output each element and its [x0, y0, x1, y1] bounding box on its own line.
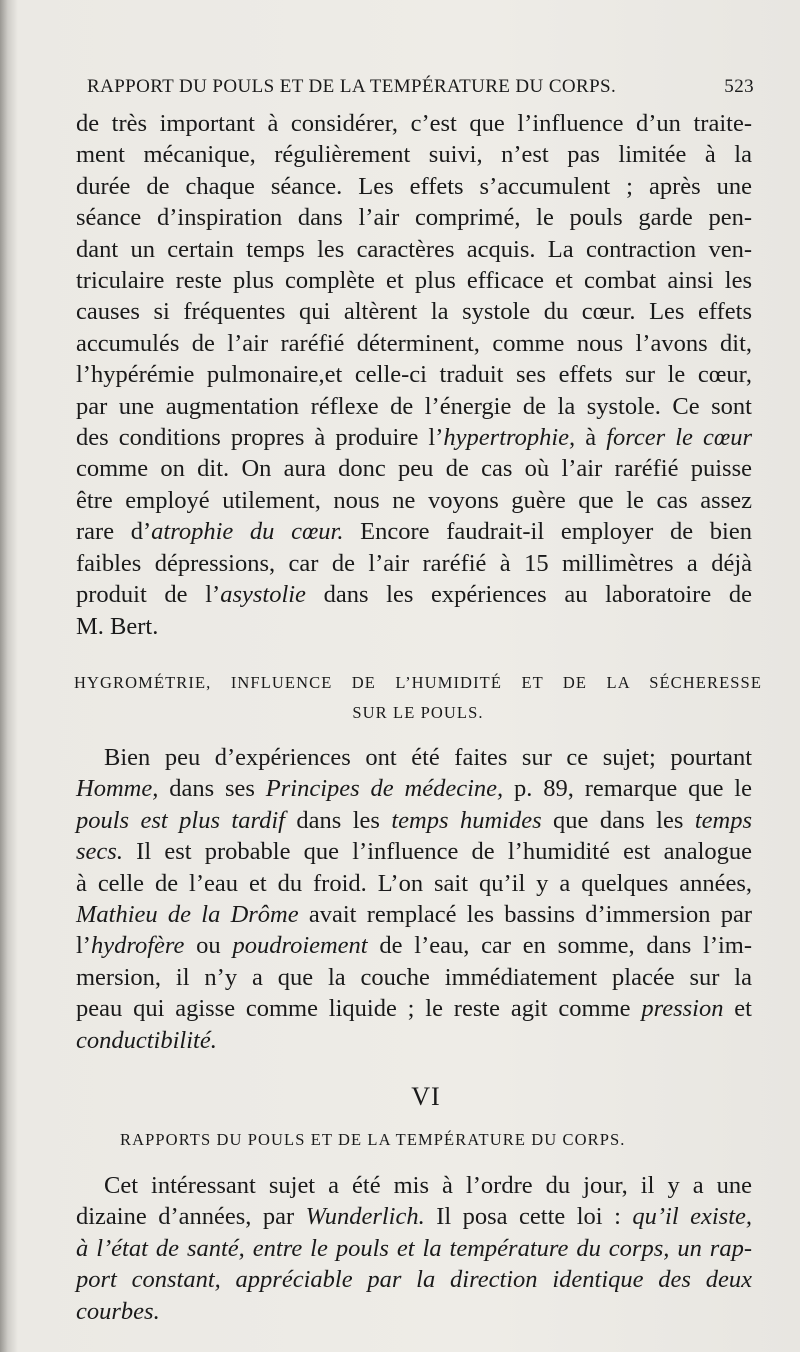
italic-text: Wunderlich. [305, 1203, 425, 1231]
roman-text: avait remplacé les bassins d’immersion par [298, 900, 752, 928]
section-heading-hygrometrie [74, 673, 762, 723]
roman-text: dans les expériences au laboratoire de [305, 581, 752, 609]
text-line [76, 1296, 752, 1327]
text-line: accumulés de l’air raréfié déterminent, comme nous l’avons dit, [76, 329, 752, 357]
italic-text: poudroiement [232, 932, 368, 960]
text-line [76, 579, 752, 610]
text-line [76, 1264, 752, 1295]
roman-text: produit de l’ [76, 581, 221, 609]
roman-text: l’ [76, 932, 91, 960]
text-line: M. Bert. [76, 612, 159, 640]
text-line [76, 993, 752, 1024]
roman-text: peau qui agisse comme liquide ; le reste agit comme [76, 995, 642, 1023]
text-line: Bien peu d’expériences ont été faites sur ce sujet; pourtant [104, 743, 752, 771]
italic-text: courbes. [76, 1297, 160, 1325]
italic-text: secs. [76, 838, 123, 866]
paragraph-3 [76, 1170, 752, 1327]
text-line [76, 1025, 752, 1056]
section-number: VI [411, 1081, 441, 1111]
text-line [76, 805, 752, 836]
running-head [76, 76, 752, 106]
section-heading-rapports [76, 1130, 752, 1150]
italic-text: Principes de médecine, [265, 775, 504, 803]
paragraph-2 [76, 742, 752, 1056]
text-line: être employé utilement, nous ne voyons guère que le cas assez [76, 486, 752, 514]
italic-text: Homme, [76, 775, 159, 803]
heading-line: RAPPORTS DU POULS ET DE LA TEMPÉRATURE DU CORPS. [120, 1129, 626, 1149]
italic-text: temps [694, 806, 752, 834]
text-line [76, 516, 752, 547]
text-line [76, 422, 752, 453]
heading-line-1: HYGROMÉTRIE, INFLUENCE DE L’HUMIDITÉ ET DE LA SÉCHERESSE [74, 672, 762, 692]
roman-text: dizaine d’années, par [76, 1203, 306, 1231]
text-line: de très important à considérer, c’est que l’influence d’un traite- [76, 110, 752, 137]
roman-text: Il est probable que l’influence de l’humidité est analogue [122, 838, 752, 866]
text-line: triculaire reste plus complète et plus efficace et combat ainsi les [76, 267, 752, 295]
text-line [76, 930, 752, 961]
roman-text: de l’eau, car en somme, dans l’im- [367, 932, 752, 960]
italic-text: conductibilité. [76, 1026, 217, 1054]
text-line: ment mécanique, régulièrement suivi, n’est pas limitée à la [76, 141, 752, 169]
italic-text: asystolie [220, 581, 306, 609]
text-line: l’hypérémie pulmonaire,et celle-ci traduit ses effets sur le cœur, [76, 361, 752, 389]
roman-text: ou [184, 932, 233, 960]
italic-text: pression [641, 995, 724, 1023]
italic-text: hypertrophie, [443, 424, 576, 452]
italic-text: Mathieu de la Drôme [76, 900, 299, 928]
italic-text: qu’il existe, [632, 1203, 752, 1231]
text-line [76, 773, 752, 804]
page-number: 523 [724, 76, 754, 97]
roman-text: rare d’ [76, 518, 152, 546]
roman-text: Il posa cette loi : [424, 1203, 633, 1231]
italic-text: forcer le cœur [606, 424, 752, 452]
roman-text: dans ses [158, 775, 266, 803]
roman-text: à [575, 424, 607, 452]
roman-text: dans les [284, 806, 392, 834]
italic-text: port constant, appréciable par la direction identique des deux [76, 1266, 752, 1294]
text-line: à celle de l’eau et du froid. L’on sait qu’il y a quelques années, [76, 869, 752, 897]
text-line [76, 899, 752, 930]
italic-text: pouls est plus tardif [76, 806, 285, 834]
page-content [74, 76, 762, 1327]
roman-text: des conditions propres à produire l’ [76, 424, 444, 452]
text-line: mersion, il n’y a que la couche immédiatement placée sur la [76, 963, 752, 991]
text-line: dant un certain temps les caractères acquis. La contraction ven- [76, 235, 752, 263]
text-line [76, 1233, 752, 1264]
running-head-title: RAPPORT DU POULS ET DE LA TEMPÉRATURE DU CORPS. [87, 76, 617, 97]
italic-text: hydrofère [90, 932, 185, 960]
text-line: causes si fréquentes qui altèrent la systole du cœur. Les effets [76, 298, 752, 326]
text-line [76, 1201, 752, 1232]
italic-text: temps humides [391, 806, 542, 834]
text-line: Cet intéressant sujet a été mis à l’ordre du jour, il y a une [104, 1171, 752, 1199]
text-line [76, 836, 752, 867]
roman-text: Encore faudrait-il employer de bien [343, 518, 752, 546]
italic-text: à l’état de santé, entre le pouls et la température du corps, un rap- [76, 1234, 752, 1262]
text-line: séance d’inspiration dans l’air comprimé, le pouls garde pen- [76, 204, 752, 232]
italic-text: atrophie du cœur. [151, 518, 344, 546]
text-line: par une augmentation réflexe de l’énergie de la systole. Ce sont [76, 392, 752, 420]
roman-text: que dans les [541, 806, 695, 834]
heading-line-2: SUR LE POULS. [352, 702, 484, 722]
text-line: comme on dit. On aura donc peu de cas où l’air raréfié puisse [76, 455, 752, 483]
paragraph-1 [76, 108, 752, 642]
roman-text: et [723, 995, 752, 1023]
text-line: faibles dépressions, car de l’air raréfié à 15 millimètres a déjà [76, 549, 752, 577]
text-line: durée de chaque séance. Les effets s’accumulent ; après une [76, 172, 752, 200]
roman-text: p. 89, remarque que le [503, 775, 752, 803]
